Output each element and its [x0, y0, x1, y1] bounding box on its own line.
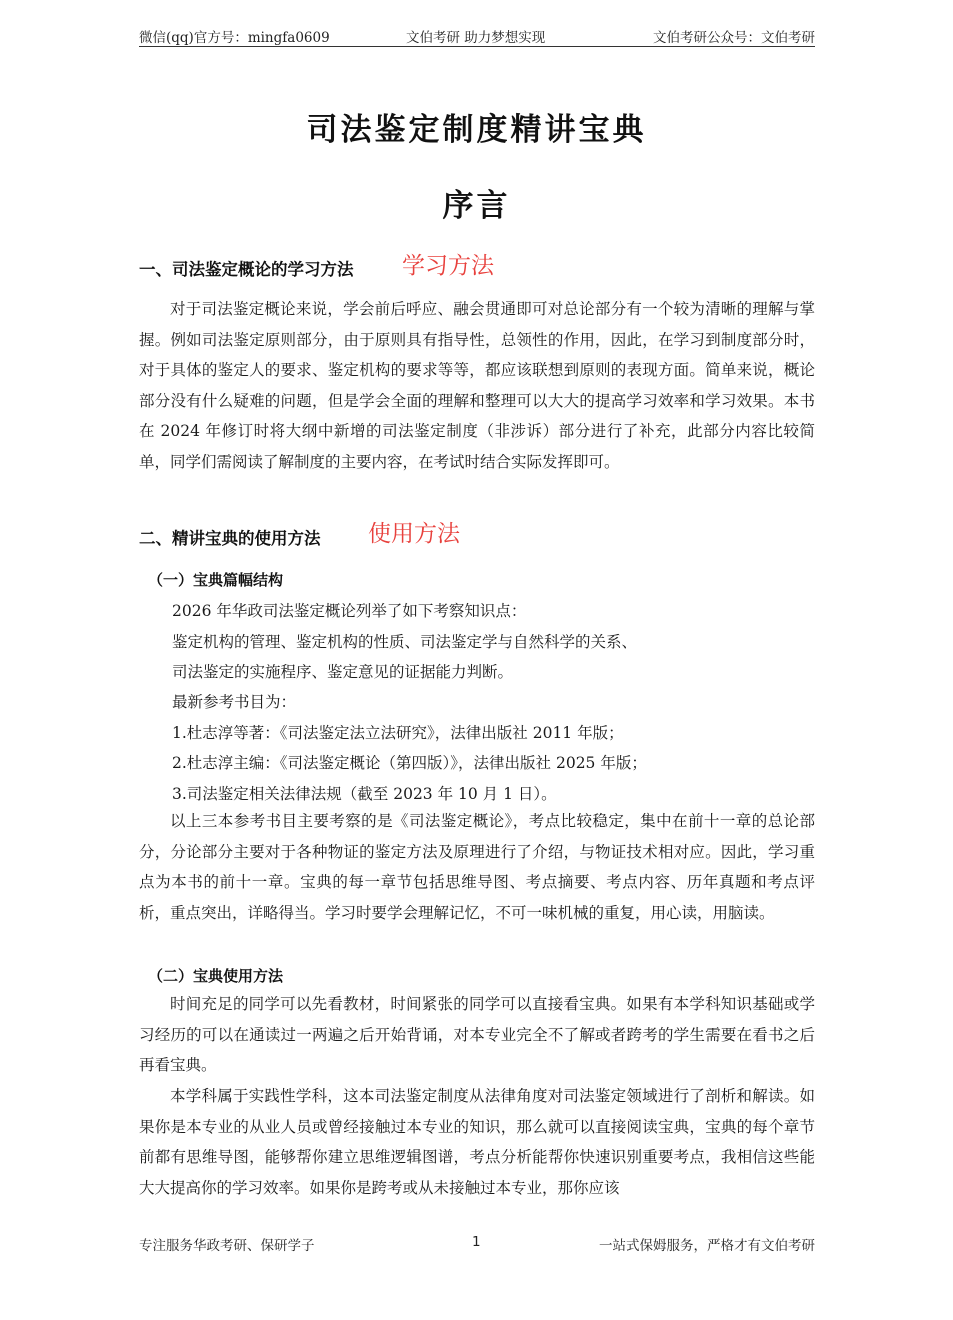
page-number: 1 — [472, 1234, 481, 1250]
subsection2-paragraph: 本学科属于实践性学科，这本司法鉴定制度从法律角度对司法鉴定领域进行了剖析和解读。如果你是本专业的从业人员或曾经接触过本专业的知识，那么就可以直接阅读宝典，宝典的每个章节前都有思维导图，能够帮你建立思维逻辑图谱，考点分析能帮你快速识别重要考点，我相信这些能大大提高你的学习效率。如果你是跨考或从未接触过本专业，那你应该 — [139, 1087, 815, 1197]
knowledge-intro-line: 2026 年华政司法鉴定概论列举了如下考察知识点： — [172, 602, 527, 620]
header-wechat-id: 微信(qq)官方号：mingfa0609 — [139, 30, 330, 46]
section2-heading: 二、精讲宝典的使用方法 — [139, 529, 321, 548]
subsection1-heading: （一）宝典篇幅结构 — [148, 571, 284, 589]
section1-paragraph: 对于司法鉴定概论来说，学会前后呼应、融会贯通即可对总论部分有一个较为清晰的理解与掌握。例如司法鉴定原则部分，由于原则具有指导性，总领性的作用，因此，在学习到制度部分时，对于具体的鉴定人的要求、鉴定机构的要求等等，都应该联想到原则的表现方面。简单来说，概论部分没有什么疑难的问题，但是学会全面的理解和整理可以大大的提高学习效率和学习效果。本书在 2024 年修订时将大纲中新增的司法鉴定制度（非涉诉）部分进行了补充，此部分内容比较简单，同学们需阅读了解制度的主要内容，在考试时结合实际发挥即可。 — [139, 300, 815, 471]
section1-annotation: 学习方法 — [402, 253, 494, 279]
header-slogan: 文伯考研 助力梦想实现 — [406, 30, 546, 46]
page-footer — [139, 1234, 815, 1254]
reference-intro-line: 最新参考书目为： — [172, 693, 297, 711]
header-public-account: 文伯考研公众号：文伯考研 — [653, 30, 815, 46]
document-title: 司法鉴定制度精讲宝典 — [306, 112, 647, 148]
footer-left-text: 专注服务华政考研、保研学子 — [139, 1238, 315, 1254]
subsection1-paragraph: 以上三本参考书目主要考察的是《司法鉴定概论》，考点比较稳定，集中在前十一章的总论部分，分论部分主要对于各种物证的鉴定方法及原理进行了介绍，与物证技术相对应。因此，学习重点为本书的前十一章。宝典的每一章节包括思维导图、考点摘要、考点内容、历年真题和考点评析，重点突出，详略得当。学习时要学会理解记忆，不可一味机械的重复，用心读，用脑读。 — [139, 812, 815, 922]
page-header — [139, 24, 815, 47]
section1-heading: 一、司法鉴定概论的学习方法 — [139, 260, 354, 279]
knowledge-points-line: 司法鉴定的实施程序、鉴定意见的证据能力判断。 — [172, 663, 514, 681]
reference-item: 2.杜志淳主编：《司法鉴定概论（第四版）》，法律出版社 2025 年版； — [172, 754, 647, 772]
preface-title: 序言 — [442, 188, 511, 224]
knowledge-points-line: 鉴定机构的管理、鉴定机构的性质、司法鉴定学与自然科学的关系、 — [172, 633, 638, 651]
section2-annotation: 使用方法 — [368, 521, 460, 547]
subsection2-paragraph: 时间充足的同学可以先看教材，时间紧张的同学可以直接看宝典。如果有本学科知识基础或学习经历的可以在通读过一两遍之后开始背诵，对本专业完全不了解或者跨考的学生需要在看书之后再看宝典。 — [139, 995, 815, 1074]
footer-right-text: 一站式保姆服务，严格才有文伯考研 — [599, 1238, 815, 1254]
subsection2-heading: （二）宝典使用方法 — [148, 967, 284, 985]
reference-item: 1.杜志淳等著：《司法鉴定法立法研究》，法律出版社 2011 年版； — [172, 724, 624, 742]
reference-item: 3.司法鉴定相关法律法规（截至 2023 年 10 月 1 日）。 — [172, 785, 557, 803]
